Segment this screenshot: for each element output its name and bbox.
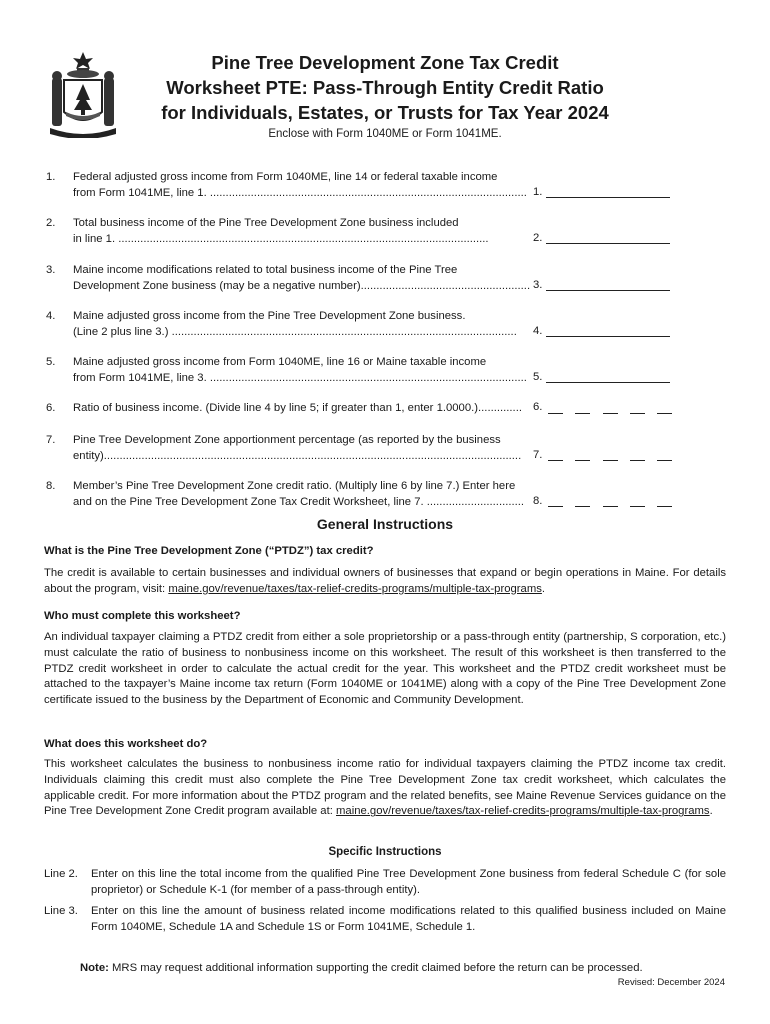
paragraph-text: The credit is available to certain businesses and individual owners of businesses that expand or begin operations in Maine. For details about the program, visit: — [44, 567, 726, 595]
line-text-cont: in line 1. ...................................................................................................................... — [73, 232, 489, 245]
paragraph-what-is-ptdz — [44, 566, 726, 598]
note-text: MRS may request additional information supporting the credit claimed before the return can be processed. — [112, 962, 643, 974]
line-number: 5. — [46, 356, 56, 368]
line-text-cont: (Line 2 plus line 3.) .............................................................................................................. — [73, 325, 517, 338]
line-8-ref: 8. — [533, 494, 543, 507]
paragraph-what-does-worksheet-do — [44, 757, 726, 820]
specific-line-label: Line 2. — [44, 868, 78, 880]
line-5-input[interactable] — [546, 370, 670, 383]
line-number: 8. — [46, 480, 56, 492]
line-text-cont: from Form 1041ME, line 3. ..................................................................................................... — [73, 371, 527, 384]
line-text: Federal adjusted gross income from Form 1040ME, line 14 or federal taxable income — [73, 171, 498, 183]
title-line-1: Pine Tree Development Zone Tax Credit — [211, 52, 559, 73]
program-link[interactable]: maine.gov/revenue/taxes/tax-relief-credits-programs/multiple-tax-programs — [168, 582, 542, 595]
line-text: Ratio of business income. (Divide line 4 by line 5; if greater than 1, enter 1.0000.).............. — [73, 402, 522, 414]
question-what-is-ptdz: What is the Pine Tree Development Zone (“PTDZ”) tax credit? — [44, 545, 374, 557]
line-number: 7. — [46, 434, 56, 446]
general-instructions-heading: General Instructions — [316, 516, 454, 532]
line-3-input[interactable] — [546, 278, 670, 291]
title-line-2: Worksheet PTE: Pass-Through Entity Credit Ratio — [166, 77, 604, 98]
line-text: Total business income of the Pine Tree Development Zone business included — [73, 217, 459, 229]
line-number: 1. — [46, 171, 56, 183]
line-text: Maine adjusted gross income from Form 1040ME, line 16 or Maine taxable income — [73, 356, 487, 368]
specific-line-label: Line 3. — [44, 905, 78, 917]
line-text: Maine adjusted gross income from the Pine Tree Development Zone business. — [73, 310, 466, 322]
line-1-ref: 1. — [533, 185, 543, 198]
line-text-cont: from Form 1041ME, line 1. ..................................................................................................... — [73, 186, 527, 199]
line-4-ref: 4. — [533, 324, 543, 337]
line-text-cont: and on the Pine Tree Development Zone Tax Credit Worksheet, line 7. ............................... — [73, 495, 525, 508]
question-who-must-complete: Who must complete this worksheet? — [44, 610, 241, 622]
line-3-ref: 3. — [533, 278, 543, 291]
paragraph-end: . — [541, 582, 546, 595]
line-text: Member’s Pine Tree Development Zone credit ratio. (Multiply line 6 by line 7.) Enter here — [73, 480, 516, 492]
line-2-ref: 2. — [533, 231, 543, 244]
guidance-link[interactable]: maine.gov/revenue/taxes/tax-relief-credits-programs/multiple-tax-programs — [336, 805, 710, 818]
line-number: 4. — [46, 310, 56, 322]
line-5-ref: 5. — [533, 370, 543, 383]
question-what-does-worksheet-do: What does this worksheet do? — [44, 738, 208, 750]
line-1-input[interactable] — [546, 185, 670, 198]
line-8-input[interactable] — [548, 494, 672, 507]
paragraph-end: . — [709, 805, 713, 818]
line-6-ref: 6. — [533, 401, 543, 413]
line-number: 6. — [46, 402, 56, 414]
line-text: Pine Tree Development Zone apportionment percentage (as reported by the business — [73, 434, 501, 446]
specific-instructions-heading: Specific Instructions — [328, 846, 442, 858]
line-number: 2. — [46, 217, 56, 229]
line-number: 3. — [46, 264, 56, 276]
line-6-input[interactable] — [548, 401, 672, 414]
line-2-input[interactable] — [546, 231, 670, 244]
revised-date: Revised: December 2024 — [617, 977, 725, 988]
paragraph-text: This worksheet calculates the business to nonbusiness income ratio for individual taxpayers claiming the PTDZ income tax credit. Individuals claiming this credit must also complete the Pine Tree Development Zone tax credit worksheet, which calculates the applicable credit. For more information about the PTDZ program and the related benefits, see Maine Revenue Services guidance on the Pine Tree Development Zone Credit program available at: — [44, 758, 726, 818]
line-text-cont: entity)..................................................................................................................................... — [73, 449, 522, 462]
line-7-ref: 7. — [533, 448, 543, 461]
note-label: Note: — [80, 962, 109, 974]
line-text: Maine income modifications related to total business income of the Pine Tree — [73, 264, 458, 276]
line-7-input[interactable] — [548, 448, 672, 461]
title-line-3: for Individuals, Estates, or Trusts for Tax Year 2024 — [161, 102, 609, 123]
specific-line-text: Enter on this line the total income from the qualified Pine Tree Development Zone business from federal Schedule C (for sole proprietor) or Schedule K-1 (for member of a pass-through entity). — [91, 868, 726, 896]
paragraph-who-must-complete: An individual taxpayer claiming a PTDZ credit from either a sole proprietorship or a pass-through entity (partnership, S corporation, etc.) must calculate the ratio of business to nonbusiness income on this worksheet. The result of this worksheet is then transferred to the PTDZ credit worksheet in order to calculate the actual credit for the year. This worksheet and the PTDZ credit worksheet must be attached to the taxpayer’s Maine income tax return (Form 1040ME or 1041ME) along with a copy of the Pine Tree Development Zone certificate issued to the business by the Department of Economic and Community Development. — [44, 631, 726, 707]
maine-state-seal — [44, 50, 122, 138]
line-text-cont: Development Zone business (may be a negative number)...................................................... — [73, 279, 531, 292]
form-title — [130, 50, 640, 125]
note — [80, 962, 643, 974]
specific-line-text: Enter on this line the amount of business related income modifications related to this qualified business included on Maine Form 1040ME, Schedule 1A and Schedule 1S or Form 1041ME, Schedule 1. — [91, 905, 726, 933]
line-4-input[interactable] — [546, 324, 670, 337]
enclose-note: Enclose with Form 1040ME or Form 1041ME. — [268, 128, 502, 140]
